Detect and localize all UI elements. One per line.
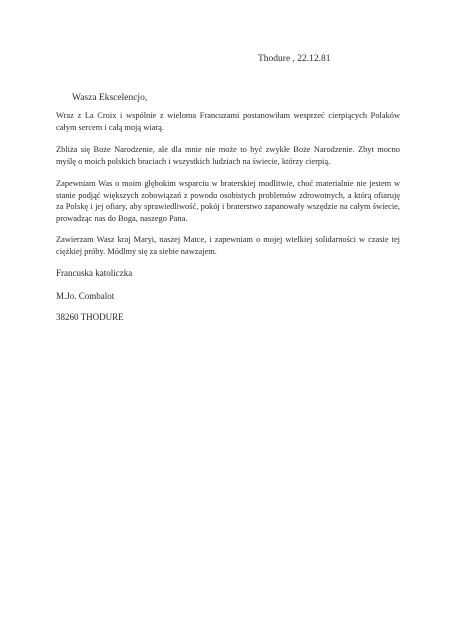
body-paragraph-4: Zawierzam Wasz kraj Maryi, naszej Matce, i zapewniam o mojej wielkiej solidarności w czasie tej ciężkiej próby. Módlmy się za siebie nawzajem. <box>56 235 400 256</box>
body-paragraph-1: Wraz z La Croix i wspólnie z wieloma Francuzami postanowiłam wesprzeć cierpiących Polaków całym sercem i całą moją wiarą. <box>56 111 400 132</box>
signature-name: M.Jo. Combalot <box>56 291 115 301</box>
salutation: Wasza Ekscelencjo, <box>72 93 148 103</box>
signature-line-1: Francuska katoliczka <box>56 268 133 278</box>
body-paragraph-2: Zbliża się Boże Narodzenie, ale dla mnie nie może to być zwykłe Boże Narodzenie. Zbyt mocno myślę o moich polskich braciach i wszystkich ludziach na świecie, którzy cierpią. <box>56 145 400 166</box>
signature-address: 38260 THODURE <box>56 312 124 322</box>
place-date: Thodure , 22.12.81 <box>258 54 331 64</box>
body-paragraph-3: Zapewniam Was o moim głębokim wsparciu w braterskiej modlitwie, choć materialnie nie jestem w stanie podjąć większych zobowiązań z powodu osobistych problemów zdrowotnych, a którą ofiaruję za Polskę i jej ofiary, aby sprawiedliwość, pokój i braterstwo zapanowały wszędzie na całym świecie, prowadząc nas do Boga, naszego Pana. <box>56 179 400 223</box>
